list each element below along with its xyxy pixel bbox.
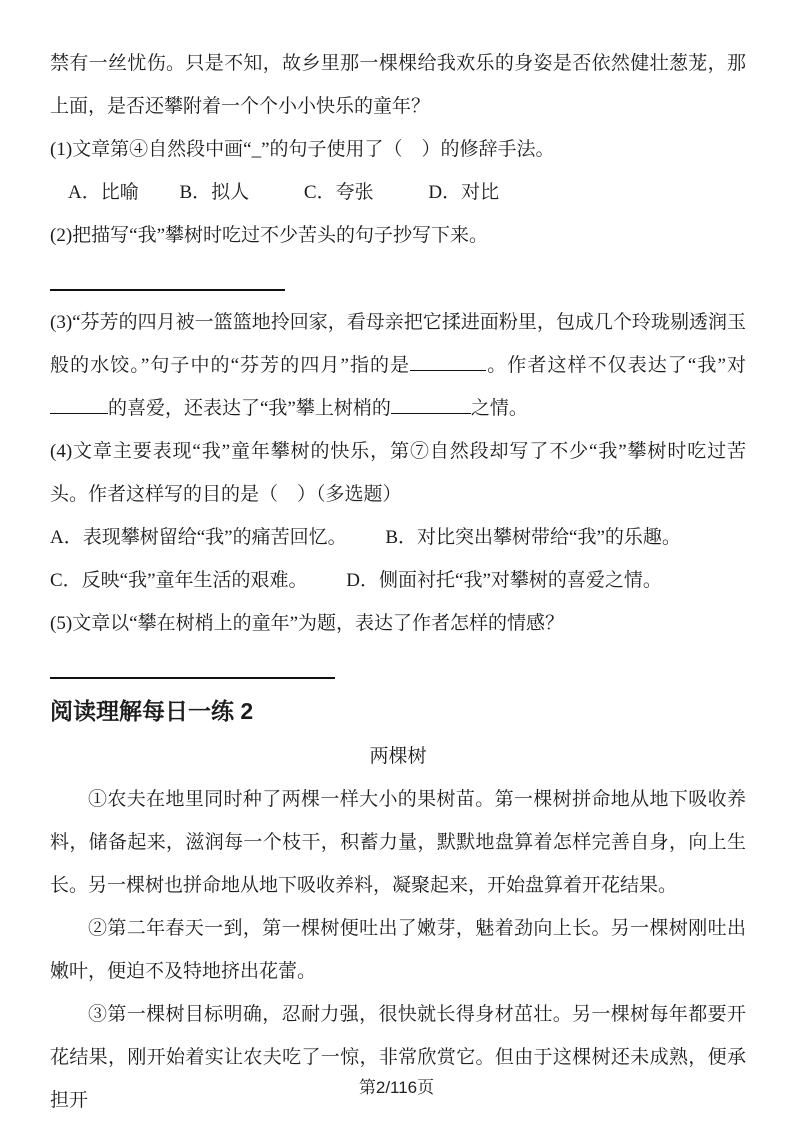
- question-2-stem: (2)把描写“我”攀树时吃过不少苦头的句子抄写下来。: [50, 225, 489, 246]
- question-5-stem: (5)文章以“攀在树梢上的童年”为题，表达了作者怎样的情感？: [50, 613, 565, 634]
- question-1-option-b: B．拟人: [179, 182, 250, 203]
- question-4-options-row-2: [50, 559, 746, 602]
- question-1-option-a: A．比喻: [68, 182, 139, 203]
- question-1-option-c: C．夸张: [303, 182, 374, 203]
- question-1-options: [50, 171, 746, 214]
- passage-paragraph-1: ①农夫在地里同时种了两棵一样大小的果树苗。第一棵树拼命地从地下吸收养料，储备起来，滋润每一个枝干，积蓄力量，默默地盘算着怎样完善自身，向上生长。另一棵树也拼命地从地下吸收养料，凝聚起来，开始盘算着开花结果。: [50, 789, 746, 896]
- question-4-option-c: C．反映“我”童年生活的艰难。: [50, 570, 308, 591]
- question-4-option-b: B．对比突出攀树带给“我”的乐趣。: [385, 527, 681, 548]
- question-4-options-row-1: [50, 516, 746, 559]
- question-4-stem: (4)文章主要表现“我”童年攀树的快乐，第⑦自然段却写了不少“我”攀树时吃过苦头。作者这样写的目的是（ ）（多选题）: [50, 441, 746, 505]
- question-1-option-d: D．对比: [428, 182, 500, 203]
- passage-paragraph-2: ②第二年春天一到，第一棵树便吐出了嫩芽，魅着劲向上长。另一棵树刚吐出嫩叶，便迫不及特地挤出花蕾。: [50, 918, 746, 982]
- page-number-footer: 第2/116页: [358, 1078, 435, 1097]
- fill-in-blank: [50, 395, 108, 414]
- answer-blank-rule: [50, 289, 285, 291]
- question-3-segment-4: 之情。: [470, 398, 528, 419]
- question-3-segment-1: (3)“芬芳的四月被一篮篮地拎回家，看母亲把它揉进面粉里，包成几个玲珑剔透润玉般的水饺。”句子中的“芬芳的四月”指的是: [50, 312, 746, 376]
- section-heading: 阅读理解每日一练 2: [50, 698, 254, 724]
- fill-in-blank: [410, 352, 486, 371]
- question-4-option-d: D．侧面衬托“我”对攀树的喜爱之情。: [346, 570, 662, 591]
- passage-paragraph-3: ③第一棵树目标明确，忍耐力强，很快就长得身材茁壮。另一棵树每年都要开花结果，刚开始着实让农夫吃了一惊，非常欣赏它。但由于这棵树还未成熟，便承担开: [50, 1004, 746, 1111]
- question-3-segment-3: 的喜爱，还表达了“我”攀上树梢的: [108, 398, 391, 419]
- passage-title: 两棵树: [369, 746, 427, 767]
- question-5-answer-line: [50, 645, 746, 689]
- question-2-answer-line: [50, 257, 746, 301]
- question-4-option-a: A．表现攀树留给“我”的痛苦回忆。: [50, 527, 347, 548]
- question-3-stem: [50, 301, 746, 430]
- fill-in-blank: [391, 395, 471, 414]
- answer-blank-rule: [50, 677, 335, 679]
- question-3-segment-2: 。作者这样不仅表达了“我”对: [486, 355, 746, 376]
- passage-continuation-text: 禁有一丝忧伤。只是不知，故乡里那一棵棵给我欢乐的身姿是否依然健壮葱茏，那上面，是否还攀附着一个个小小快乐的童年？: [50, 53, 746, 117]
- question-1-stem: (1)文章第④自然段中画“_”的句子使用了（ ）的修辞手法。: [50, 139, 555, 160]
